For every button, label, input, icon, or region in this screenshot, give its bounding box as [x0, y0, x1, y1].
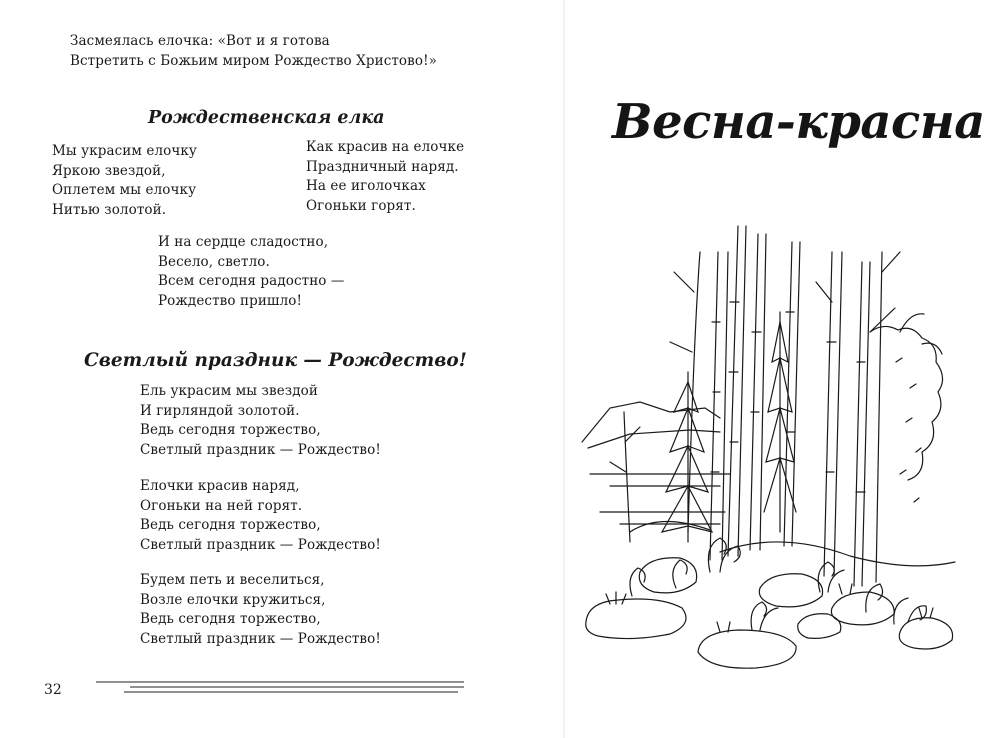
text-line: Засмеялась елочка: «Вот и я готова: [70, 33, 330, 49]
text-line: И на сердце сладостно,: [158, 234, 329, 250]
text-line: Мы украсим елочку: [52, 143, 197, 159]
text-line: Как красив на елочке: [306, 139, 465, 155]
intro-stanza: [70, 32, 437, 71]
text-line: Возле елочки кружиться,: [140, 591, 326, 608]
poem-stanza: [140, 571, 381, 649]
chapter-title: Весна-красна: [612, 94, 985, 151]
text-line: Нитью золотой.: [52, 201, 167, 218]
page-number: 32: [44, 682, 62, 698]
text-line: Ведь сегодня торжество,: [140, 517, 321, 533]
text-line: И гирляндой золотой.: [140, 402, 300, 419]
text-line: Всем сегодня радостно —: [158, 273, 345, 289]
text-line: Рождество пришло!: [158, 292, 302, 309]
text-line: На ее иголочках: [306, 178, 426, 194]
text-line: Огоньки горят.: [306, 197, 416, 214]
poem-stanza: [140, 477, 381, 555]
text-line: Светлый праздник — Рождество!: [140, 630, 381, 647]
text-line: Оплетем мы елочку: [52, 182, 197, 198]
birch-forest-sketch-icon: [570, 212, 965, 677]
poem-stanza: [158, 233, 345, 311]
poem-stanza: [140, 382, 381, 460]
poem-stanza: [306, 138, 464, 216]
text-line: Ведь сегодня торжество,: [140, 422, 321, 438]
text-line: Светлый праздник — Рождество!: [140, 441, 381, 458]
text-line: Праздничный наряд.: [306, 158, 459, 175]
text-line: Ель украсим мы звездой: [140, 383, 318, 399]
text-line: Встретить с Божьим миром Рождество Христово!»: [70, 52, 437, 69]
poem-stanza: [52, 142, 197, 220]
text-line: Елочки красив наряд,: [140, 478, 300, 494]
poem-title: Рождественская елка: [148, 108, 385, 128]
text-line: Весело, светло.: [158, 253, 270, 270]
text-line: Огоньки на ней горят.: [140, 497, 303, 514]
text-line: Ведь сегодня торжество,: [140, 611, 321, 627]
text-line: Будем петь и веселиться,: [140, 572, 325, 588]
text-line: Яркою звездой,: [52, 162, 166, 179]
footer-rules: [96, 680, 466, 694]
text-line: Светлый праздник — Рождество!: [140, 536, 381, 553]
poem-title: Светлый праздник — Рождество!: [84, 350, 467, 371]
